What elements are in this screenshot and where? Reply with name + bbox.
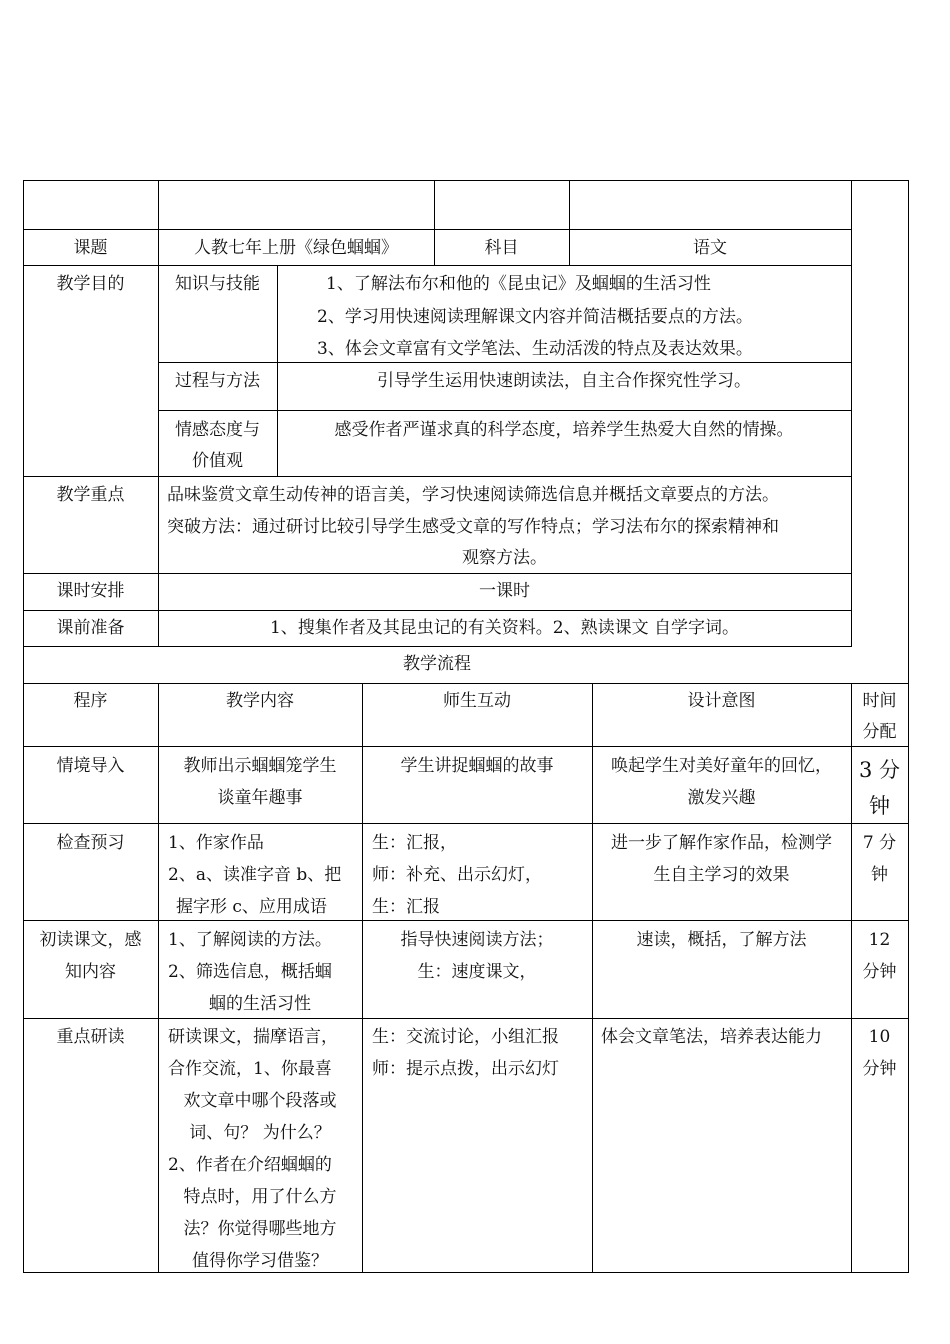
row-time: 7 分	[862, 833, 897, 853]
schedule-value: 一课时	[479, 581, 530, 601]
rule	[23, 920, 909, 921]
row-content: 蝈的生活习性	[209, 994, 311, 1014]
row-step: 情境导入	[56, 756, 125, 776]
row-content: 谈童年趣事	[217, 788, 303, 808]
process-text: 引导学生运用快速朗读法，自主合作探究性学习。	[377, 371, 751, 391]
row-step: 检查预习	[56, 833, 125, 853]
row-interaction: 生：汇报，	[372, 833, 457, 853]
row-interaction: 师：提示点拨，出示幻灯	[372, 1059, 559, 1079]
row-interaction: 指导快速阅读方法；	[400, 930, 554, 950]
row-interaction: 学生讲捉蝈蝈的故事	[400, 756, 554, 776]
row-time: 10	[868, 1027, 891, 1047]
row-intent: 进一步了解作家作品，检测学	[611, 833, 832, 853]
row-content: 值得你学习借鉴？	[192, 1251, 328, 1271]
rule	[23, 823, 909, 824]
preparation-value: 1、搜集作者及其昆虫记的有关资料。2、熟读课文 自学字词。	[269, 618, 740, 638]
course-label: 科目	[484, 238, 519, 258]
flow-title: 教学流程	[403, 654, 471, 674]
row-interaction: 师：补充、出示幻灯，	[372, 865, 542, 885]
row-content: 教师出示蝈蝈笼学生	[183, 756, 337, 776]
row-step: 重点研读	[56, 1027, 125, 1047]
column-header-intent: 设计意图	[687, 691, 756, 711]
rule	[23, 610, 851, 611]
row-content: 2、筛选信息，概括蝈	[168, 962, 332, 982]
column-header-content: 教学内容	[226, 691, 294, 711]
rule	[158, 410, 851, 411]
knowledge-line: 1、了解法布尔和他的《昆虫记》及蝈蝈的生活习性	[326, 274, 711, 294]
rule	[23, 683, 909, 684]
row-content: 特点时，用了什么方	[183, 1187, 337, 1207]
row-content: 2、作者在介绍蝈蝈的	[168, 1155, 332, 1175]
row-intent: 激发兴趣	[687, 788, 756, 808]
objectives-label: 教学目的	[56, 274, 125, 294]
rule-top	[23, 180, 909, 181]
rule	[23, 476, 851, 477]
row-time: 钟	[871, 865, 888, 885]
schedule-label: 课时安排	[56, 581, 125, 601]
preparation-label: 课前准备	[56, 618, 125, 638]
key-points-line: 突破方法：通过研讨比较引导学生感受文章的写作特点；学习法布尔的探索精神和	[167, 517, 779, 537]
row-interaction: 生：交流讨论，小组汇报	[372, 1027, 559, 1047]
row-intent: 唤起学生对美好童年的回忆，	[611, 756, 832, 776]
row-content: 法？你觉得哪些地方	[183, 1219, 337, 1239]
column-header-interaction: 师生互动	[443, 691, 511, 711]
process-label: 过程与方法	[175, 371, 260, 391]
column-header-time: 时间	[862, 691, 897, 711]
course-value: 语文	[693, 238, 727, 258]
rule	[23, 746, 909, 747]
key-points-line: 品味鉴赏文章生动传神的语言美，学习快速阅读筛选信息并概括文章要点的方法。	[167, 485, 779, 505]
row-step: 知内容	[65, 962, 116, 982]
rule-bottom	[23, 1272, 909, 1273]
row-step: 初读课文，感	[39, 930, 142, 950]
rule-left	[23, 180, 24, 1273]
rule-right	[908, 180, 909, 1273]
row-time: 3 分	[858, 758, 901, 782]
row-content: 握字形 c、应用成语	[176, 897, 327, 917]
key-points-line: 观察方法。	[462, 548, 547, 568]
column-header-step: 程序	[73, 691, 108, 711]
column-header-time: 分配	[862, 722, 897, 742]
rule	[851, 180, 852, 647]
row-content: 1、作家作品	[168, 833, 264, 853]
subject-value: 人教七年上册《绿色蝈蝈》	[194, 238, 398, 258]
knowledge-line: 3、体会文章富有文学笔法、生动活泼的特点及表达效果。	[317, 339, 753, 359]
row-content: 词、句？ 为什么？	[189, 1123, 331, 1143]
row-content: 合作交流，1、你最喜	[168, 1059, 332, 1079]
row-content: 1、了解阅读的方法。	[168, 930, 332, 950]
row-content: 研读课文，揣摩语言，	[168, 1027, 338, 1047]
row-content: 欢文章中哪个段落或	[183, 1091, 337, 1111]
rule	[23, 646, 851, 647]
rule	[23, 265, 851, 266]
emotion-label: 情感态度与	[175, 420, 260, 440]
row-time: 12	[868, 930, 891, 950]
emotion-text: 感受作者严谨求真的科学态度，培养学生热爱大自然的情操。	[334, 420, 794, 440]
knowledge-line: 2、学习用快速阅读理解课文内容并简洁概括要点的方法。	[317, 307, 753, 327]
subject-label: 课题	[73, 238, 108, 258]
row-intent: 生自主学习的效果	[653, 865, 790, 885]
key-points-label: 教学重点	[56, 485, 125, 505]
row-intent: 速读，概括，了解方法	[636, 930, 807, 950]
row-time: 分钟	[862, 962, 897, 982]
row-interaction: 生：汇报	[372, 897, 440, 917]
rule	[23, 229, 851, 230]
row-interaction: 生：速度课文，	[417, 962, 537, 982]
rule	[23, 1018, 909, 1019]
row-intent: 体会文章笔法，培养表达能力	[601, 1027, 822, 1047]
row-content: 2、a、读准字音 b、把	[168, 865, 342, 885]
row-time: 分钟	[862, 1059, 897, 1079]
emotion-label: 价值观	[192, 451, 243, 471]
knowledge-label: 知识与技能	[175, 274, 260, 294]
row-time: 钟	[869, 794, 890, 818]
